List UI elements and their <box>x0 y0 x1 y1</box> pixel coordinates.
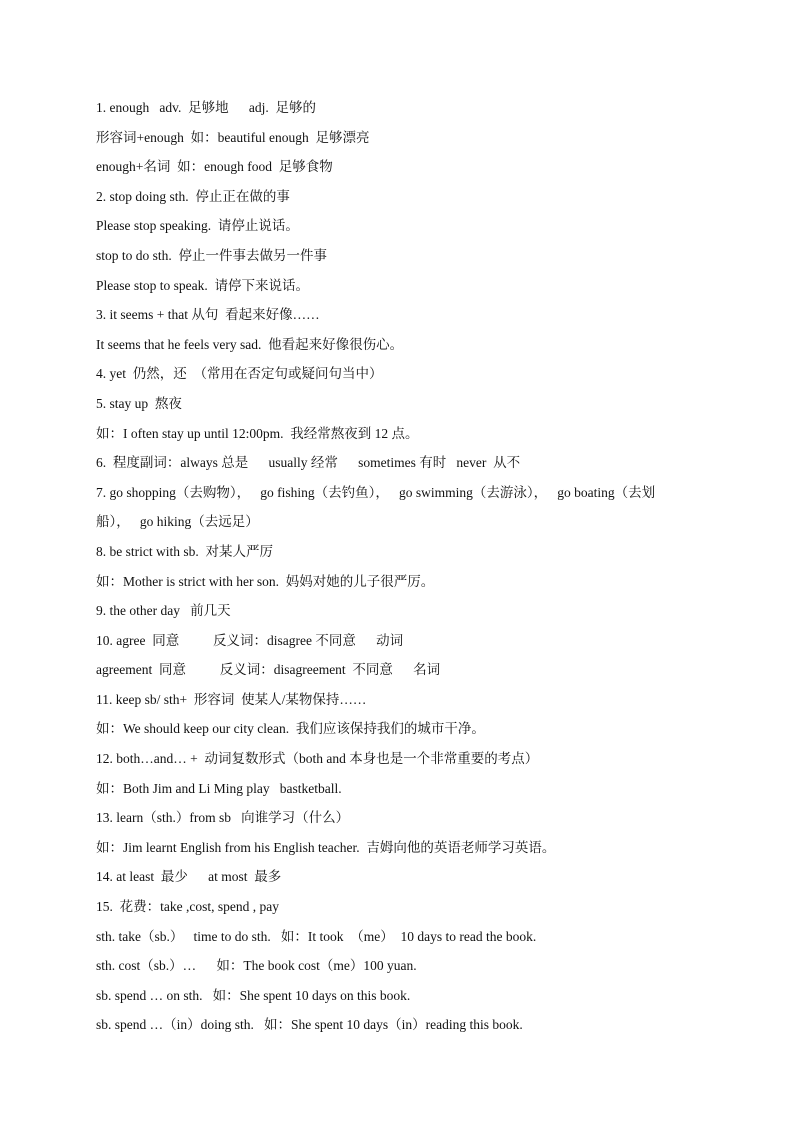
note-line-20: agreement 同意 反义词：disagreement 不同意 名词 <box>96 662 441 678</box>
note-line-24: 如：Both Jim and Li Ming play bastketball. <box>96 780 342 796</box>
note-line-13: 6. 程度副词：always 总是 usually 经常 sometimes 有时 never 从不 <box>96 455 521 471</box>
note-line-10: 4. yet 仍然，还 （常用在否定句或疑问句当中） <box>96 366 383 382</box>
note-line-17: 如：Mother is strict with her son. 妈妈对她的儿子很严厉。 <box>96 573 435 589</box>
note-line-27: 14. at least 最少 at most 最多 <box>96 869 282 885</box>
note-line-3: enough+名词 如：enough food 足够食物 <box>96 159 333 175</box>
note-line-1: 1. enough adv. 足够地 adj. 足够的 <box>96 100 316 115</box>
note-line-28: 15. 花费：take ,cost, spend , pay <box>96 899 279 915</box>
note-line-26: 如：Jim learnt English from his English teacher. 吉姆向他的英语老师学习英语。 <box>96 839 556 855</box>
notes-body <box>96 93 716 1040</box>
note-line-4: 2. stop doing sth. 停止正在做的事 <box>96 188 290 204</box>
note-line-2: 形容词+enough 如：beautiful enough 足够漂亮 <box>96 129 370 145</box>
note-line-31: sb. spend … on sth. 如：She spent 10 days on this book. <box>96 987 411 1003</box>
note-line-21: 11. keep sb/ sth+ 形容词 使某人/某物保持…… <box>96 691 367 707</box>
note-line-18: 9. the other day 前几天 <box>96 603 231 619</box>
note-line-9: It seems that he feels very sad. 他看起来好像很伤心。 <box>96 336 404 352</box>
note-line-23: 12. both…and… + 动词复数形式（both and 本身也是一个非常重要的考点） <box>96 751 539 767</box>
note-line-19: 10. agree 同意 反义词：disagree 不同意 动词 <box>96 632 404 648</box>
note-line-6: stop to do sth. 停止一件事去做另一件事 <box>96 247 328 263</box>
note-line-11: 5. stay up 熬夜 <box>96 395 182 411</box>
note-line-32: sb. spend …（in）doing sth. 如：She spent 10 days（in）reading this book. <box>96 1017 523 1033</box>
note-line-14: 7. go shopping（去购物）， go fishing（去钓鱼）， go swimming（去游泳）， go boating（去划 <box>96 484 656 500</box>
note-line-5: Please stop speaking. 请停止说话。 <box>96 218 299 234</box>
note-line-15: 船）， go hiking（去远足） <box>96 514 259 530</box>
note-line-7: Please stop to speak. 请停下来说话。 <box>96 277 309 293</box>
note-line-12: 如：I often stay up until 12:00pm. 我经常熬夜到 12 点。 <box>96 425 419 441</box>
note-line-22: 如：We should keep our city clean. 我们应该保持我们的城市干净。 <box>96 721 485 737</box>
note-line-16: 8. be strict with sb. 对某人严厉 <box>96 543 273 559</box>
note-line-29: sth. take（sb.） time to do sth. 如：It took （me） 10 days to read the book. <box>96 928 537 944</box>
note-line-25: 13. learn（sth.）from sb 向谁学习（什么） <box>96 810 350 826</box>
note-line-30: sth. cost（sb.）… 如：The book cost（me）100 yuan. <box>96 958 417 974</box>
note-line-8: 3. it seems + that 从句 看起来好像…… <box>96 307 320 323</box>
